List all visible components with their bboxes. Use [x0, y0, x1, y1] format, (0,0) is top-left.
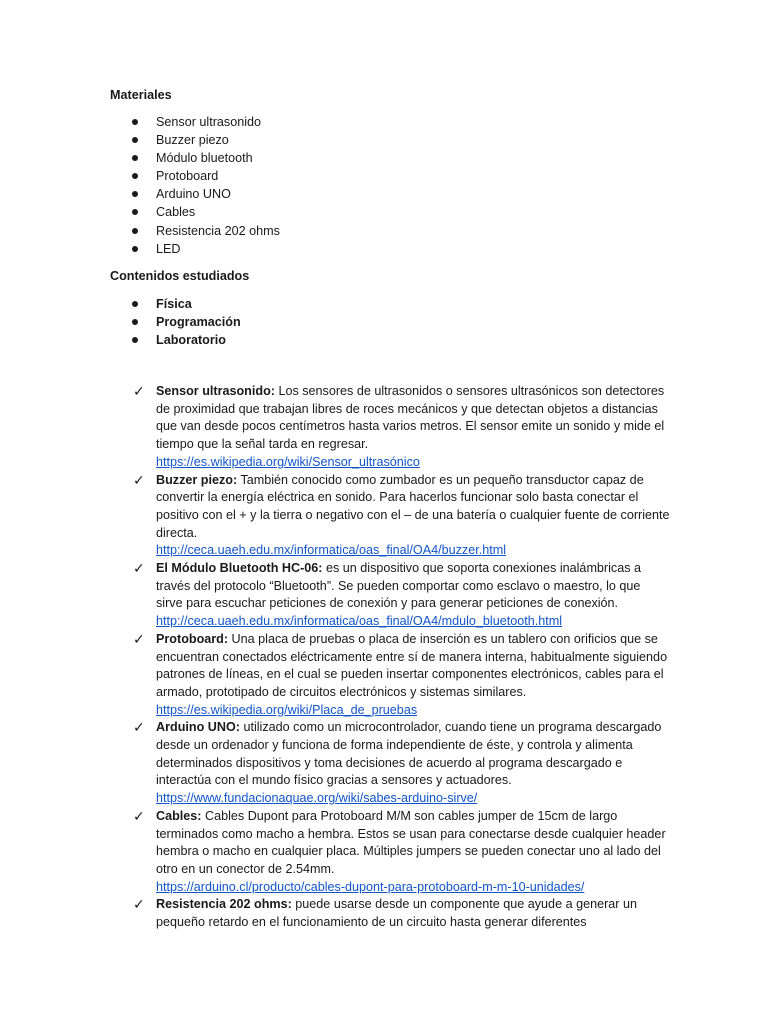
bullet-icon: [132, 155, 138, 161]
bullet-icon: [132, 228, 138, 234]
list-item: Resistencia 202 ohms: [110, 222, 280, 240]
reference-link[interactable]: https://www.fundacionaquae.org/wiki/sabes-arduino-sirve/: [156, 791, 478, 806]
description-term: Buzzer piezo:: [156, 472, 238, 487]
checkmark-icon: ✓: [133, 560, 145, 577]
description-text: utilizado como un microcontrolador, cuando tiene un programa descargado desde un ordenador y funciona de forma independiente de éste, y controla y alimenta determinados dispositivos y toma decisiones de acuerdo al programa descargado e interactúa con el mundo físico gracias a sensores y actuadores.: [156, 720, 662, 788]
description-item: [110, 808, 670, 897]
description-term: El Módulo Bluetooth HC-06:: [156, 561, 323, 576]
reference-link[interactable]: http://ceca.uaeh.edu.mx/informatica/oas_final/OA4/mdulo_bluetooth.html: [156, 614, 563, 629]
bullet-icon: [132, 173, 138, 179]
bullet-icon: [132, 319, 138, 325]
reference-link[interactable]: https://arduino.cl/producto/cables-dupont-para-protoboard-m-m-10-unidades/: [156, 879, 585, 894]
description-text: puede usarse desde un componente que ayude a generar un pequeño retardo en el funcionamiento de un circuito hasta generar diferentes: [156, 897, 637, 930]
description-text: Cables Dupont para Protoboard M/M son cables jumper de 15cm de largo terminados como macho a hembra. Estos se usan para conectarse desde cualquier header hembra o macho en cualquier placa. Múltiples jumpers se pueden conectar uno al lado del otro en un conector de 2.54mm.: [156, 808, 666, 876]
materiales-heading: Materiales: [110, 88, 172, 102]
list-item: Laboratorio: [110, 331, 241, 349]
bullet-icon: [132, 191, 138, 197]
description-text: Los sensores de ultrasonidos o sensores ultrasónicos son detectores de proximidad que trabajan libres de roces mecánicos y que detectan objetos a distancias que van desde pocos centímetros hasta varios metros. El sensor emite un sonido y mide el tiempo que la señal tarda en regresar.: [156, 384, 665, 452]
description-item: [110, 719, 670, 808]
list-item: Protoboard: [110, 167, 280, 185]
description-text: es un dispositivo que soporta conexiones inalámbricas a través del protocolo “Bluetooth”. Se pueden comportar como esclavo o maestro, lo que sirve para escuchar peticiones de conexión y para generar peticiones de conexión.: [156, 561, 642, 611]
checkmark-icon: ✓: [133, 383, 145, 399]
bullet-icon: [132, 246, 138, 252]
list-item: LED: [110, 240, 280, 258]
reference-link[interactable]: http://ceca.uaeh.edu.mx/informatica/oas_final/OA4/buzzer.html: [156, 543, 507, 558]
description-item: [110, 560, 670, 631]
checkmark-icon: ✓: [133, 896, 145, 913]
description-item: [110, 631, 670, 720]
descripciones-list: [110, 383, 670, 932]
bullet-icon: [132, 337, 138, 343]
description-item: [110, 472, 670, 561]
description-text: También conocido como zumbador es un pequeño transductor capaz de convertir la energía eléctrica en sonido. Para hacerlos funcionar solo basta conectar el positivo con el + y la tierra o negativo con el – de una batería o cualquier fuente de corriente directa.: [156, 472, 670, 540]
contenidos-list: [110, 295, 241, 349]
description-term: Protoboard:: [156, 631, 229, 646]
description-item: [110, 896, 670, 931]
list-item: Cables: [110, 203, 280, 221]
bullet-icon: [132, 137, 138, 143]
materiales-list: [110, 113, 280, 258]
description-text: Una placa de pruebas o placa de inserción es un tablero con orificios que se encuentran conectados eléctricamente entre sí de manera interna, habitualmente siguiendo patrones de líneas, en el cual se pueden insertar componentes electrónicos, cables para el armado, prototipado de circuitos electrónicos y sistemas similares.: [156, 631, 668, 699]
checkmark-icon: ✓: [133, 807, 145, 824]
contenidos-heading: Contenidos estudiados: [110, 269, 250, 283]
checkmark-icon: ✓: [133, 471, 145, 488]
list-item: Módulo bluetooth: [110, 149, 280, 167]
bullet-icon: [132, 119, 138, 125]
description-term: Arduino UNO:: [156, 720, 240, 735]
bullet-icon: [132, 301, 138, 307]
list-item: Arduino UNO: [110, 185, 280, 203]
checkmark-icon: ✓: [133, 630, 145, 647]
list-item: Programación: [110, 313, 241, 331]
list-item: Sensor ultrasonido: [110, 113, 280, 131]
description-term: Cables:: [156, 808, 202, 823]
list-item: Física: [110, 295, 241, 313]
checkmark-icon: ✓: [133, 719, 145, 736]
reference-link[interactable]: https://es.wikipedia.org/wiki/Sensor_ultrasónico: [156, 454, 420, 469]
description-term: Sensor ultrasonido:: [156, 384, 275, 398]
reference-link[interactable]: https://es.wikipedia.org/wiki/Placa_de_pruebas: [156, 702, 418, 717]
description-term: Resistencia 202 ohms:: [156, 897, 292, 912]
bullet-icon: [132, 209, 138, 215]
list-item: Buzzer piezo: [110, 131, 280, 149]
description-item: [110, 383, 670, 472]
